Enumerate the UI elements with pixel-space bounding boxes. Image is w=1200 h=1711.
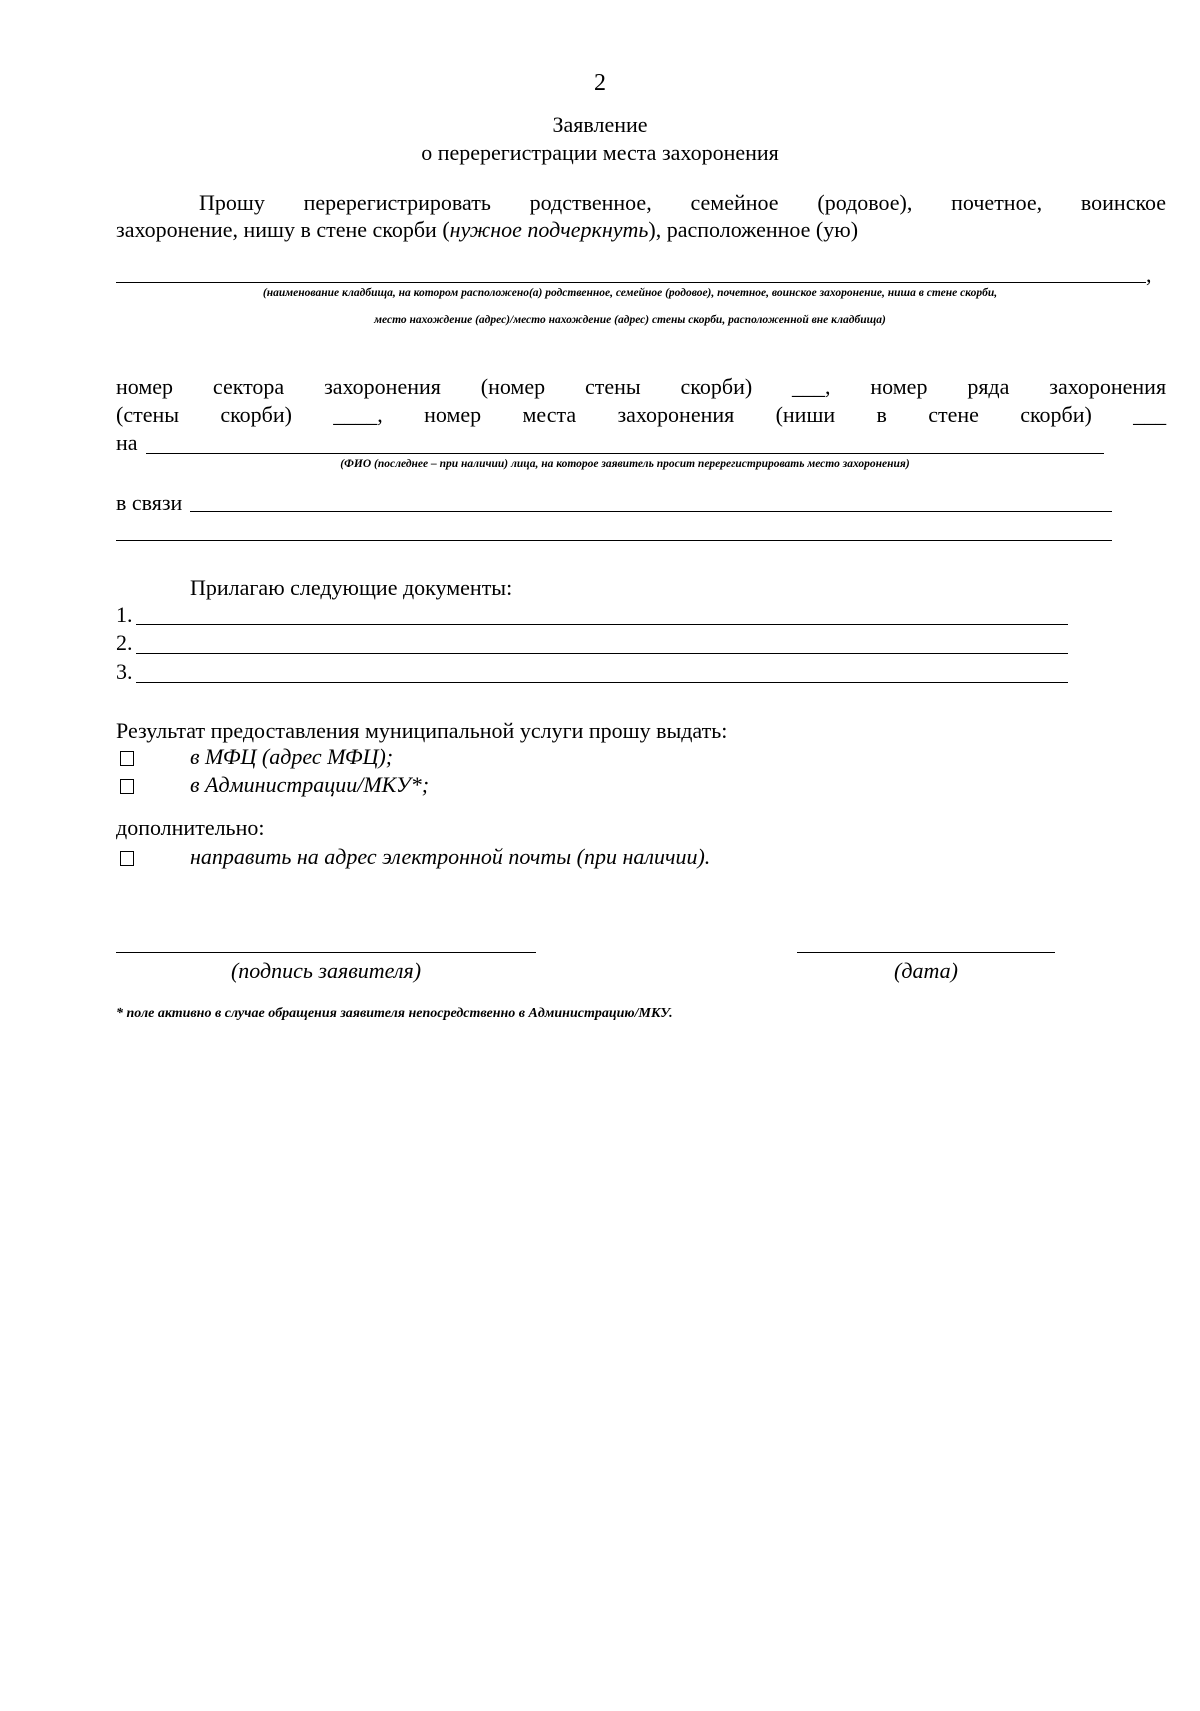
request-line-1 (199, 189, 1166, 217)
word: (стены (116, 402, 180, 427)
attachment-field-1[interactable] (136, 624, 1068, 625)
word: воинское (1080, 190, 1167, 215)
date-label: (дата) (894, 958, 958, 983)
option-administration-label: в Администрации/МКУ*; (190, 772, 430, 797)
word: захоронения (1049, 374, 1167, 399)
fio-field[interactable] (146, 453, 1104, 454)
signature-field[interactable] (116, 952, 536, 953)
date-field[interactable] (797, 952, 1055, 953)
word: скорби) (1020, 402, 1092, 427)
word: (родовое), (817, 190, 913, 215)
word: Прошу (199, 190, 265, 215)
fio-label: на (116, 430, 138, 455)
footnote: * поле активно в случае обращения заявителя непосредственно в Администрацию/МКУ. (116, 1006, 673, 1021)
fio-hint: (ФИО (последнее – при наличии) лица, на которое заявитель просит перерегистрировать место захоронения) (340, 458, 910, 470)
word: стене (928, 402, 979, 427)
checkbox-email[interactable] (120, 851, 134, 866)
reason-field[interactable] (190, 511, 1112, 512)
attachment-number-2: 2. (116, 630, 133, 655)
cemetery-hint-2: место нахождение (адрес)/место нахождение (адрес) стены скорби, расположенной вне кладбища) (374, 314, 886, 326)
document-subtitle: о перерегистрации места захоронения (421, 140, 779, 165)
word: номер (870, 374, 928, 399)
reason-label: в связи (116, 490, 183, 515)
location-line-2 (116, 401, 1166, 429)
cemetery-hint-1: (наименование кладбища, на котором расположено(а) родственное, семейное (родовое), почетное, воинское захоронение, ниша в стене скорби, (262, 287, 998, 299)
word: почетное, (951, 190, 1043, 215)
word: стены (584, 374, 641, 399)
attachment-number-3: 3. (116, 659, 133, 684)
word: места (522, 402, 577, 427)
word: номер (116, 374, 174, 399)
word: (ниши (775, 402, 836, 427)
attachment-field-2[interactable] (136, 653, 1068, 654)
word: ___ (1133, 402, 1167, 427)
word: семейное (690, 190, 779, 215)
word: ряда (967, 374, 1010, 399)
trailing-comma: , (1146, 262, 1152, 287)
cemetery-name-field[interactable] (116, 282, 1146, 283)
word: ___, (792, 374, 831, 399)
location-line-1 (116, 373, 1166, 401)
page-number: 2 (594, 70, 606, 96)
checkbox-mfc[interactable] (120, 751, 134, 766)
checkbox-administration[interactable] (120, 779, 134, 794)
reason-field-continued[interactable] (116, 540, 1112, 541)
emphasis-text: нужное подчеркнуть (449, 217, 649, 242)
word: ____, (333, 402, 383, 427)
signature-label: (подпись заявителя) (230, 958, 422, 983)
word: захоронения (324, 374, 441, 399)
attachments-heading: Прилагаю следующие документы: (190, 575, 513, 600)
option-email-label: направить на адрес электронной почты (при наличии). (190, 844, 711, 869)
word: скорби) (220, 402, 292, 427)
option-mfc-label: в МФЦ (адрес МФЦ); (190, 744, 394, 769)
attachment-number-1: 1. (116, 602, 133, 627)
word: захоронения (617, 402, 735, 427)
word: в (876, 402, 887, 427)
word: перерегистрировать (303, 190, 491, 215)
additional-label: дополнительно: (116, 815, 265, 840)
word: (номер (480, 374, 546, 399)
word: сектора (212, 374, 285, 399)
result-heading: Результат предоставления муниципальной услуги прошу выдать: (116, 718, 728, 743)
word: скорби) (680, 374, 753, 399)
document-title: Заявление (552, 112, 648, 137)
word: номер (424, 402, 482, 427)
attachment-field-3[interactable] (136, 682, 1068, 683)
request-line-2: захоронение, нишу в стене скорби (нужное подчеркнуть), расположенное (ую) (116, 217, 859, 242)
word: родственное, (529, 190, 652, 215)
